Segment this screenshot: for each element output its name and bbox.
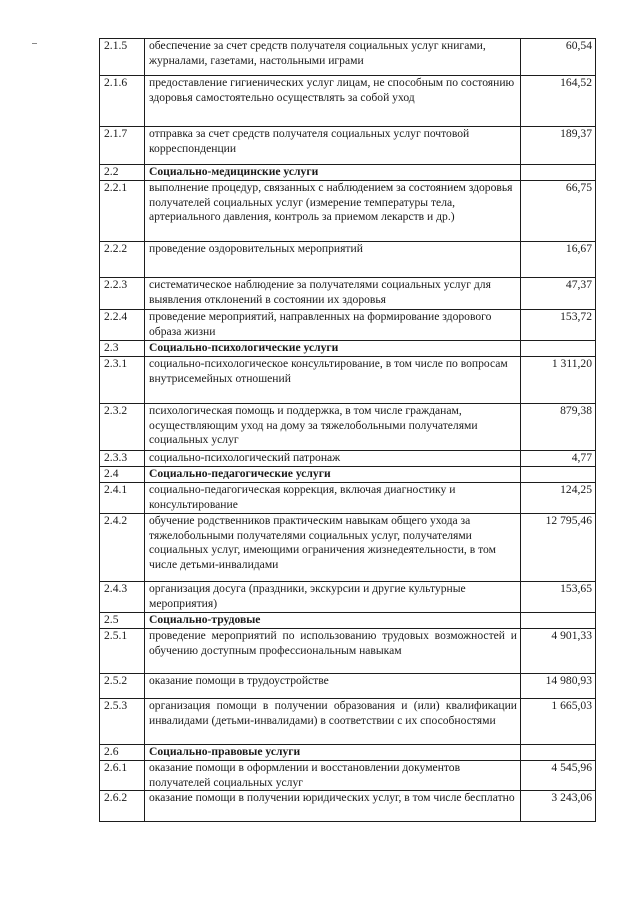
service-price: 3 243,06 [521, 791, 596, 822]
table-row [100, 181, 596, 242]
section-title: Социально-правовые услуги [145, 745, 521, 761]
table-row [100, 514, 596, 582]
table-row [100, 310, 596, 341]
row-number: 2.2 [100, 165, 145, 181]
service-price: 4,77 [521, 451, 596, 467]
table-row [100, 357, 596, 404]
service-price: 879,38 [521, 404, 596, 451]
service-name: проведение оздоровительных мероприятий [145, 242, 521, 278]
service-name: социально-психологический патронаж [145, 451, 521, 467]
service-name: предоставление гигиенических услуг лицам, не способным по состоянию здоровья самостоятельно осуществлять за собой уход [145, 76, 521, 127]
service-price: 66,75 [521, 181, 596, 242]
service-price: 153,72 [521, 310, 596, 341]
row-number: 2.4 [100, 467, 145, 483]
row-number: 2.3.1 [100, 357, 145, 404]
table-row [100, 791, 596, 822]
service-price [521, 341, 596, 357]
service-price: 4 901,33 [521, 629, 596, 674]
service-name: психологическая помощь и поддержка, в том числе гражданам, осуществляющим уход на дому за тяжелобольными получателями социальных услуг [145, 404, 521, 451]
service-name: социально-психологическое консультирование, в том числе по вопросам внутрисемейных отношений [145, 357, 521, 404]
section-row [100, 745, 596, 761]
table-row [100, 761, 596, 791]
row-number: 2.4.2 [100, 514, 145, 582]
service-price: 153,65 [521, 582, 596, 613]
section-row [100, 467, 596, 483]
service-name: обеспечение за счет средств получателя социальных услуг книгами, журналами, газетами, настольными играми [145, 39, 521, 76]
row-number: 2.4.3 [100, 582, 145, 613]
service-price [521, 165, 596, 181]
row-number: 2.6.1 [100, 761, 145, 791]
service-price: 16,67 [521, 242, 596, 278]
service-price: 189,37 [521, 127, 596, 165]
table-row [100, 483, 596, 514]
row-number: 2.2.3 [100, 278, 145, 310]
table-row [100, 451, 596, 467]
service-price: 47,37 [521, 278, 596, 310]
row-number: 2.3.3 [100, 451, 145, 467]
section-row [100, 341, 596, 357]
service-price: 1 665,03 [521, 699, 596, 745]
row-number: 2.3 [100, 341, 145, 357]
service-name: обучение родственников практическим навыкам общего ухода за тяжелобольными получателями социальных услуг, получателями социальных услуг, имеющими ограничения жизнедеятельности, в том числе детьми-инвалидами [145, 514, 521, 582]
row-number: 2.1.6 [100, 76, 145, 127]
table-row [100, 278, 596, 310]
service-price: 124,25 [521, 483, 596, 514]
row-number: 2.2.4 [100, 310, 145, 341]
service-name: отправка за счет средств получателя социальных услуг почтовой корреспонденции [145, 127, 521, 165]
table-row [100, 127, 596, 165]
scan-speck [32, 43, 37, 44]
row-number: 2.5.3 [100, 699, 145, 745]
table-row [100, 242, 596, 278]
section-title: Социально-педагогические услуги [145, 467, 521, 483]
table-row [100, 629, 596, 674]
service-name: систематическое наблюдение за получателями социальных услуг для выявления отклонений в состоянии их здоровья [145, 278, 521, 310]
service-price: 12 795,46 [521, 514, 596, 582]
service-name: оказание помощи в оформлении и восстановлении документов получателей социальных услуг [145, 761, 521, 791]
service-price: 60,54 [521, 39, 596, 76]
section-title: Социально-медицинские услуги [145, 165, 521, 181]
section-row [100, 613, 596, 629]
service-name: организация досуга (праздники, экскурсии и другие культурные мероприятия) [145, 582, 521, 613]
service-price [521, 745, 596, 761]
table-row [100, 674, 596, 699]
row-number: 2.5 [100, 613, 145, 629]
row-number: 2.1.5 [100, 39, 145, 76]
table-row [100, 699, 596, 745]
table-body [100, 39, 596, 822]
row-number: 2.4.1 [100, 483, 145, 514]
row-number: 2.6 [100, 745, 145, 761]
table-row [100, 582, 596, 613]
section-row [100, 165, 596, 181]
service-name: социально-педагогическая коррекция, включая диагностику и консультирование [145, 483, 521, 514]
row-number: 2.2.1 [100, 181, 145, 242]
services-tariff-table [99, 38, 596, 822]
row-number: 2.2.2 [100, 242, 145, 278]
table-row [100, 76, 596, 127]
service-price: 14 980,93 [521, 674, 596, 699]
row-number: 2.1.7 [100, 127, 145, 165]
service-name: проведение мероприятий, направленных на формирование здорового образа жизни [145, 310, 521, 341]
table-row [100, 39, 596, 76]
service-price: 4 545,96 [521, 761, 596, 791]
service-price: 164,52 [521, 76, 596, 127]
service-name: выполнение процедур, связанных с наблюдением за состоянием здоровья получателей социальных услуг (измерение температуры тела, артериального давления, контроль за приемом лекарств и др.) [145, 181, 521, 242]
row-number: 2.5.1 [100, 629, 145, 674]
service-name: организация помощи в получении образования и (или) квалификации инвалидами (детьми-инвалидами) в соответствии с их способностями [145, 699, 521, 745]
service-price [521, 467, 596, 483]
row-number: 2.5.2 [100, 674, 145, 699]
service-price: 1 311,20 [521, 357, 596, 404]
table-row [100, 404, 596, 451]
service-name: оказание помощи в трудоустройстве [145, 674, 521, 699]
row-number: 2.3.2 [100, 404, 145, 451]
section-title: Социально-трудовые [145, 613, 521, 629]
service-name: оказание помощи в получении юридических услуг, в том числе бесплатно [145, 791, 521, 822]
service-name: проведение мероприятий по использованию трудовых возможностей и обучению доступным профессиональным навыкам [145, 629, 521, 674]
section-title: Социально-психологические услуги [145, 341, 521, 357]
row-number: 2.6.2 [100, 791, 145, 822]
service-price [521, 613, 596, 629]
